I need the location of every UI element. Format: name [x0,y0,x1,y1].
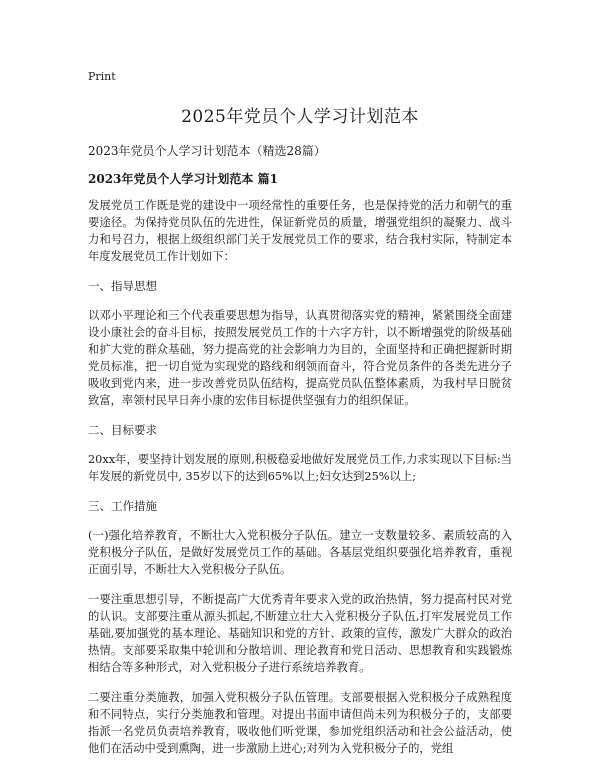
measure-paragraph-1: (一)强化培养教育，不断壮大入党积极分子队伍。建立一支数量较多、素质较高的入党积极分子队伍，是做好发展党员工作的基础。各基层党组织要强化培养教育，重视正面引导，不断壮大入党积极分子队伍。 [88,529,512,576]
heading-goals: 二、目标要求 [88,423,157,437]
measure-paragraph-3: 二要注重分类施教，加强入党积极分子队伍管理。支部要根据入党积极分子成熟程度和不同特点，实行分类施教和管理。对提出书面申请但尚未列为积极分子的，支部要指派一名党员负责培养教育，吸收他们听党课，参加党组织活动和社会公益活动，使他们在活动中受到熏陶，进一步激励上进心;对列为入党积极分子的，党组 [88,691,512,755]
print-link[interactable]: Print [88,70,116,83]
section-title: 2023年党员个人学习计划范本 篇1 [88,172,278,186]
measure-paragraph-2: 一要注重思想引导，不断提高广大优秀青年要求入党的政治热情，努力提高村民对党的认识。支部要注重从源头抓起,不断建立壮大入党积极分子队伍,打牢发展党员工作基础,要加强党的基本理论、基础知识和党的方针、政策的宣传，激发广大群众的政治热情。支部要采取集中轮训和分散培训、理论教育和党日活动、思想教育和实践锻炼相结合等多种形式，对入党积极分子进行系统培养教育。 [88,593,512,674]
heading-measures: 三、工作措施 [88,499,157,513]
document-subtitle: 2023年党员个人学习计划范本（精选28篇） [88,144,326,158]
goals-paragraph: 20xx年，要坚持计划发展的原则,积极稳妥地做好发展党员工作,力求实现以下目标:当年发展的新党员中, 35岁以下的达到65%以上;妇女达到25%以上; [88,453,512,483]
intro-paragraph: 发展党员工作既是党的建设中一项经常性的重要任务，也是保持党的活力和朝气的重要途径。为保持党员队伍的先进性，保证新党员的质量，增强党组织的凝聚力、战斗力和号召力，根据上级组织部门关于发展党员工作的要求，结合我村实际，特制定本年度发展党员工作计划如下： [88,199,512,263]
document-title: 2025年党员个人学习计划范本 [181,107,419,127]
heading-guiding-ideology: 一、指导思想 [88,279,157,293]
guiding-ideology-paragraph: 以邓小平理论和三个代表重要思想为指导，认真贯彻落实党的精神，紧紧围绕全面建设小康社会的奋斗目标，按照发展党员工作的十六字方针，以不断增强党的阶级基础和扩大党的群众基础，努力提高党的社会影响力为目的，全面坚持和正确把握新时期党员标准，把一切自觉为实现党的路线和纲领而奋斗，符合党员条件的各类先进分子吸收到党内来，进一步改善党员队伍结构，提高党员队伍整体素质，为我村早日脱贫致富，率领村民早日奔小康的宏伟目标提供坚强有力的组织保证。 [88,309,512,407]
